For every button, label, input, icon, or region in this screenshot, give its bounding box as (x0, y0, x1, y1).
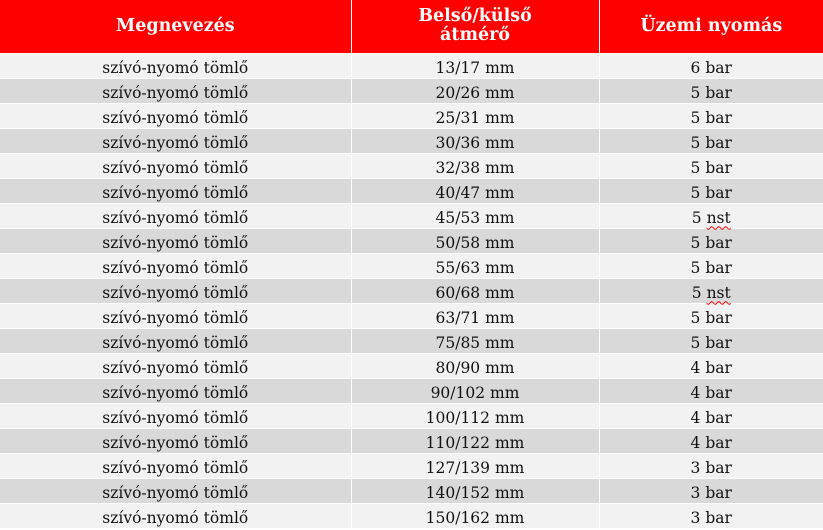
cell-diameter: 150/162 mm (351, 503, 599, 528)
cell-name: szívó-nyomó tömlő (0, 203, 351, 228)
header-diameter (351, 0, 599, 53)
cell-pressure (599, 178, 823, 203)
cell-pressure (599, 503, 823, 528)
header-name: Megnevezés (115, 15, 235, 36)
pressure-value: 5 (690, 183, 701, 202)
cell-pressure (599, 453, 823, 478)
cell-diameter: 100/112 mm (351, 403, 599, 428)
cell-name: szívó-nyomó tömlő (0, 428, 351, 453)
cell-diameter: 110/122 mm (351, 428, 599, 453)
cell-name: szívó-nyomó tömlő (0, 153, 351, 178)
header-diameter-line2: átmérő (440, 25, 510, 46)
cell-diameter: 140/152 mm (351, 478, 599, 503)
header-diameter-line1: Belső/külső (418, 6, 532, 27)
pressure-unit: bar (705, 383, 732, 402)
cell-name: szívó-nyomó tömlő (0, 353, 351, 378)
cell-name: szívó-nyomó tömlő (0, 303, 351, 328)
cell-name: szívó-nyomó tömlő (0, 328, 351, 353)
pressure-value: 5 (690, 158, 701, 177)
cell-diameter: 75/85 mm (351, 328, 599, 353)
table-row (0, 428, 823, 453)
cell-pressure (599, 153, 823, 178)
cell-diameter: 25/31 mm (351, 103, 599, 128)
table-row (0, 353, 823, 378)
cell-pressure (599, 403, 823, 428)
cell-pressure (599, 103, 823, 128)
pressure-unit: bar (705, 58, 732, 77)
table-row (0, 303, 823, 328)
pressure-unit: bar (705, 183, 732, 202)
pressure-value: 4 (690, 358, 701, 377)
pressure-unit: bar (705, 509, 732, 527)
pressure-unit: bar (705, 83, 732, 102)
pressure-unit: bar (705, 108, 732, 127)
pressure-unit: bar (705, 483, 732, 502)
pressure-value: 5 (690, 133, 701, 152)
pressure-value: 4 (690, 408, 701, 427)
pressure-value: 5 (690, 258, 701, 277)
cell-name: szívó-nyomó tömlő (0, 453, 351, 478)
table-row (0, 103, 823, 128)
cell-pressure (599, 428, 823, 453)
cell-pressure (599, 328, 823, 353)
pressure-unit: bar (705, 258, 732, 277)
table-body (0, 53, 823, 528)
cell-name: szívó-nyomó tömlő (0, 128, 351, 153)
cell-pressure (599, 378, 823, 403)
cell-diameter: 32/38 mm (351, 153, 599, 178)
cell-name: szívó-nyomó tömlő (0, 278, 351, 303)
table-row (0, 228, 823, 253)
table-row (0, 453, 823, 478)
pressure-unit: bar (705, 433, 732, 452)
pressure-value: 5 (690, 233, 701, 252)
cell-pressure (599, 253, 823, 278)
cell-pressure (599, 353, 823, 378)
pressure-value: 4 (690, 433, 701, 452)
cell-name: szívó-nyomó tömlő (0, 478, 351, 503)
pressure-value: 6 (690, 58, 701, 77)
cell-name: szívó-nyomó tömlő (0, 78, 351, 103)
pressure-value: 5 (690, 108, 701, 127)
table-row (0, 178, 823, 203)
pressure-value: 5 (691, 208, 702, 227)
pressure-value: 3 (690, 509, 701, 527)
pressure-value: 3 (690, 458, 701, 477)
cell-name: szívó-nyomó tömlő (0, 378, 351, 403)
cell-diameter: 40/47 mm (351, 178, 599, 203)
cell-diameter: 20/26 mm (351, 78, 599, 103)
pressure-unit: bar (705, 333, 732, 352)
pressure-unit: bar (705, 308, 732, 327)
table-row (0, 378, 823, 403)
cell-diameter: 80/90 mm (351, 353, 599, 378)
cell-name: szívó-nyomó tömlő (0, 503, 351, 528)
table-row (0, 328, 823, 353)
table-row (0, 203, 823, 228)
cell-diameter: 127/139 mm (351, 453, 599, 478)
cell-name: szívó-nyomó tömlő (0, 178, 351, 203)
cell-pressure (599, 53, 823, 78)
pressure-value: 4 (690, 383, 701, 402)
table-row (0, 478, 823, 503)
cell-diameter: 45/53 mm (351, 203, 599, 228)
table-row (0, 278, 823, 303)
table-row (0, 53, 823, 78)
table-row (0, 403, 823, 428)
table-row (0, 253, 823, 278)
pressure-unit: nst (706, 283, 731, 302)
cell-pressure (599, 478, 823, 503)
pressure-unit: bar (705, 158, 732, 177)
pressure-unit: bar (705, 133, 732, 152)
pressure-value: 5 (690, 83, 701, 102)
cell-name: szívó-nyomó tömlő (0, 53, 351, 78)
pressure-value: 5 (691, 283, 702, 302)
pressure-value: 5 (690, 333, 701, 352)
cell-diameter: 55/63 mm (351, 253, 599, 278)
cell-diameter: 30/36 mm (351, 128, 599, 153)
cell-pressure (599, 278, 823, 303)
cell-pressure (599, 228, 823, 253)
pressure-unit: nst (706, 208, 731, 227)
table-row (0, 153, 823, 178)
header-pressure: Üzemi nyomás (599, 0, 823, 53)
cell-diameter: 60/68 mm (351, 278, 599, 303)
table-row (0, 78, 823, 103)
cell-diameter: 50/58 mm (351, 228, 599, 253)
cell-pressure (599, 128, 823, 153)
cell-pressure (599, 303, 823, 328)
table-row (0, 128, 823, 153)
cell-name: szívó-nyomó tömlő (0, 403, 351, 428)
pressure-unit: bar (705, 458, 732, 477)
cell-name: szívó-nyomó tömlő (0, 228, 351, 253)
cell-pressure (599, 78, 823, 103)
pressure-value: 3 (690, 483, 701, 502)
header-row (0, 0, 823, 53)
cell-pressure (599, 203, 823, 228)
pressure-value: 5 (690, 308, 701, 327)
pressure-unit: bar (705, 233, 732, 252)
table-header (0, 0, 823, 53)
cell-name: szívó-nyomó tömlő (0, 253, 351, 278)
pressure-unit: bar (705, 408, 732, 427)
cell-diameter: 63/71 mm (351, 303, 599, 328)
cell-diameter: 90/102 mm (351, 378, 599, 403)
pressure-unit: bar (705, 358, 732, 377)
cell-diameter: 13/17 mm (351, 53, 599, 78)
cell-name: szívó-nyomó tömlő (0, 103, 351, 128)
table-row (0, 503, 823, 528)
